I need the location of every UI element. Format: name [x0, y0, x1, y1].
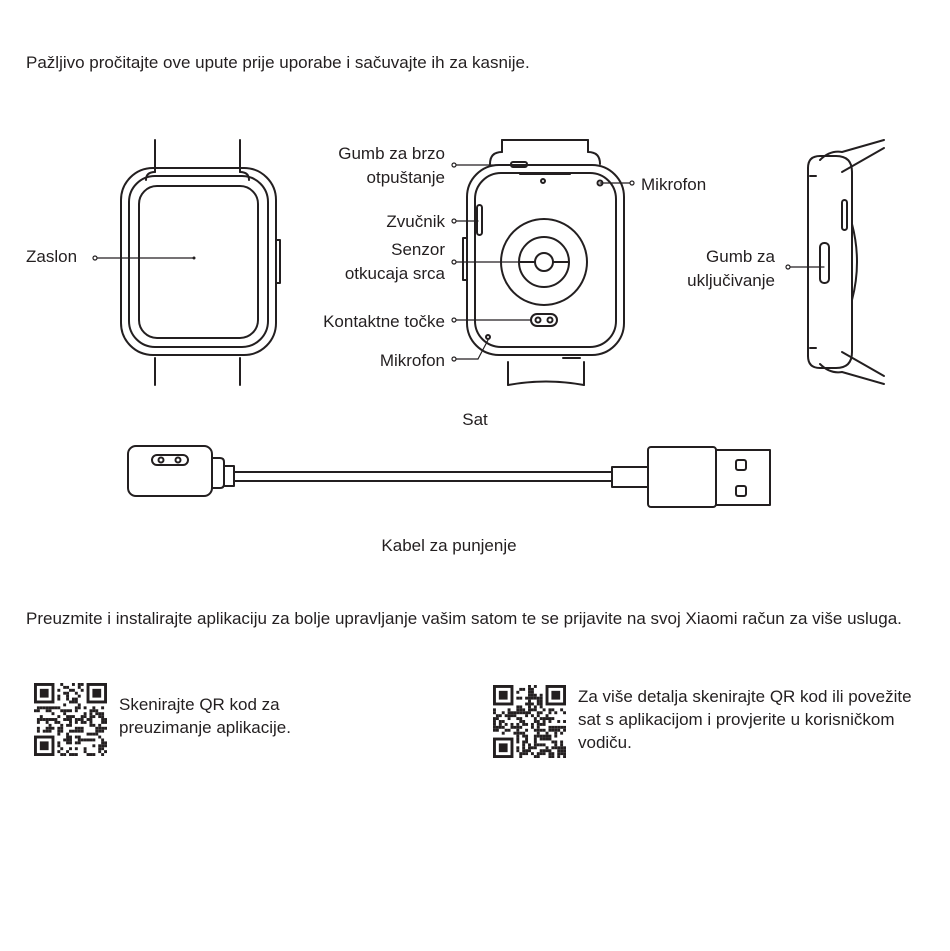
caption-watch: Sat: [462, 410, 488, 429]
label-quick-release-1: Gumb za brzo: [338, 144, 445, 163]
label-power-1: Gumb za: [706, 247, 775, 266]
label-contact-points: Kontaktne točke: [323, 312, 445, 331]
app-instructions: Preuzmite i instalirajte aplikaciju za bolje upravljanje vašim satom te se prijavite na svoj Xiaomi račun za više usluga.: [26, 609, 902, 628]
qr-code-icon: [34, 683, 107, 756]
label-quick-release-2: otpuštanje: [366, 168, 445, 187]
label-microphone-bottom: Mikrofon: [379, 351, 445, 370]
watch-front-view: [93, 140, 280, 385]
label-display: Zaslon: [26, 247, 78, 266]
label-microphone-top: Mikrofon: [641, 175, 707, 194]
qr-block-manual: [493, 685, 918, 758]
qr-block-download: [34, 683, 339, 756]
qr-caption-download: Skenirajte QR kod za preuzimanje aplikacije.: [119, 695, 291, 737]
watch-back-view: [452, 140, 634, 385]
caption-cable: Kabel za punjenje: [381, 536, 517, 555]
label-hr-sensor-1: Senzor: [391, 240, 445, 259]
label-hr-sensor-2: otkucaja srca: [344, 264, 445, 283]
label-speaker: Zvučnik: [386, 212, 445, 231]
intro-text: Pažljivo pročitajte ove upute prije uporabe i sačuvajte ih za kasnije.: [26, 53, 530, 72]
qr-code-icon: [493, 685, 566, 758]
qr-caption-manual: Za više detalja skenirajte QR kod ili povežite sat s aplikacijom i provjerite u korisničkom vodiču.: [578, 687, 912, 752]
charging-cable: [128, 446, 770, 507]
watch-side-view: [786, 140, 884, 384]
label-power-2: uključivanje: [687, 271, 775, 290]
